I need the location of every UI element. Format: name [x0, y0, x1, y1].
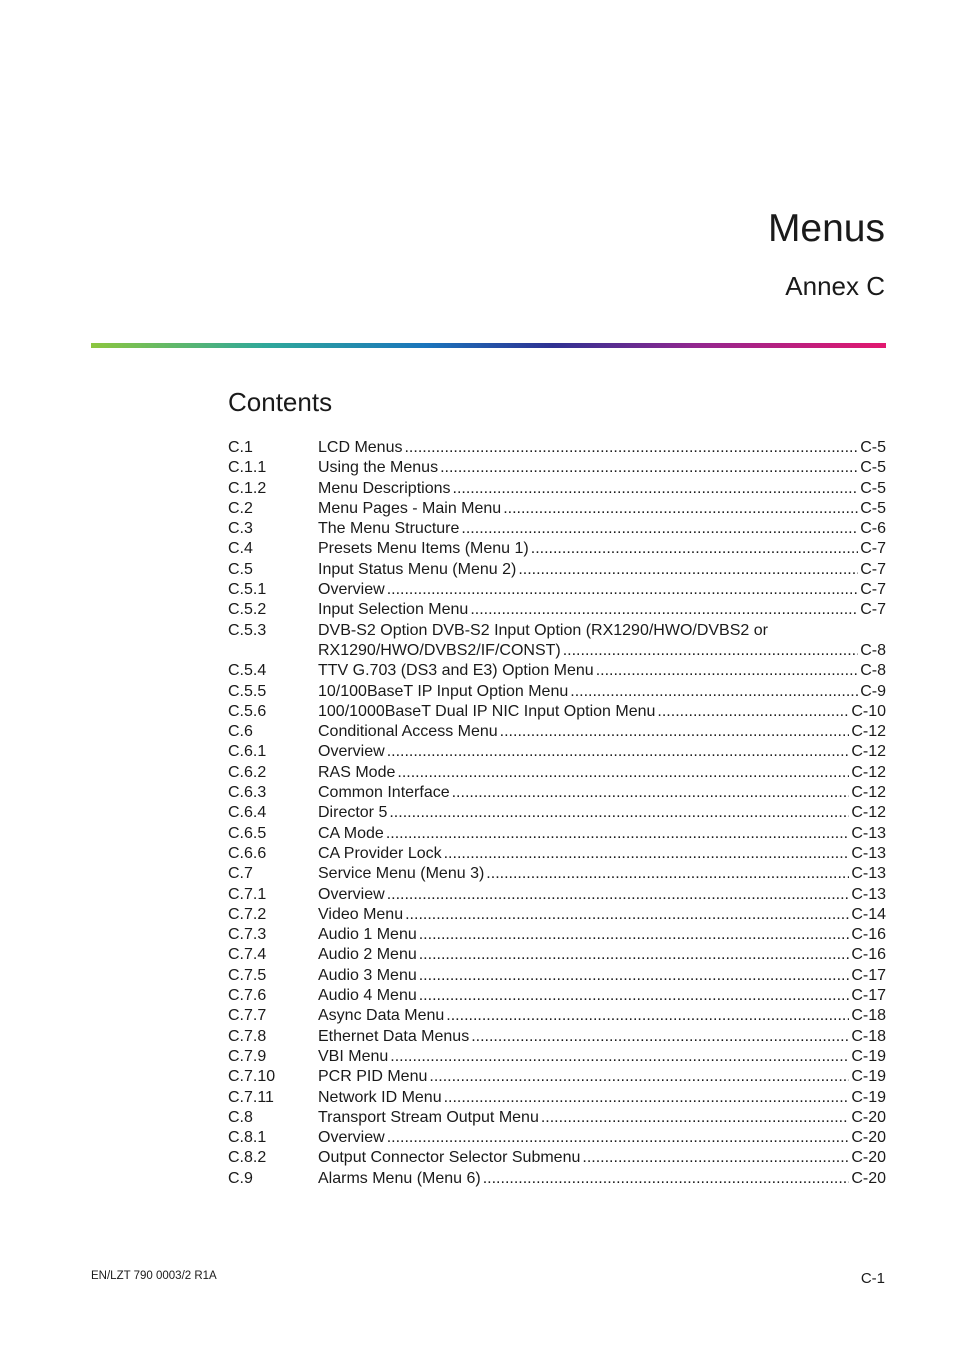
toc-entry-number: C.7.5 [228, 966, 267, 984]
toc-entry-title: Overview [318, 1129, 385, 1147]
dot-leader [452, 783, 850, 803]
toc-entry-number: C.7.6 [228, 987, 267, 1005]
toc-entry-page: C-12 [851, 784, 886, 802]
toc-entry[interactable] [228, 1047, 886, 1067]
dot-leader [387, 1128, 850, 1148]
toc-entry-number: C.7.10 [228, 1068, 276, 1086]
toc-entry-page: C-8 [860, 662, 886, 680]
toc-entry[interactable] [228, 1006, 886, 1026]
toc-entry-title: RX1290/HWO/DVBS2/IF/CONST) [318, 641, 561, 659]
toc-entry-number: C.7.11 [228, 1088, 274, 1106]
toc-entry-number: C.7 [228, 865, 253, 883]
toc-entry-page: C-17 [851, 966, 886, 984]
dot-leader [404, 438, 858, 458]
toc-entry-page: C-7 [860, 581, 886, 599]
dot-leader [387, 580, 859, 600]
toc-entry-title: Common Interface [318, 784, 450, 802]
contents-heading: Contents [228, 387, 333, 417]
toc-entry[interactable] [228, 763, 886, 783]
toc-entry[interactable] [228, 499, 886, 519]
toc-entry-page: C-7 [860, 540, 886, 558]
toc-entry[interactable] [228, 580, 886, 600]
toc-entry[interactable] [228, 1067, 886, 1087]
toc-entry-page: C-18 [851, 1007, 886, 1025]
toc-entry-title: Using the Menus [318, 459, 439, 477]
toc-entry-title: Menu Descriptions [318, 479, 451, 497]
toc-entry-page: C-6 [860, 520, 886, 538]
toc-entry[interactable] [228, 722, 886, 742]
toc-entry[interactable] [228, 905, 886, 925]
toc-entry-number: C.5.4 [228, 662, 267, 680]
toc-entry[interactable] [228, 844, 886, 864]
toc-entry[interactable] [228, 1148, 886, 1168]
toc-entry[interactable] [228, 925, 886, 945]
toc-entry[interactable] [228, 600, 886, 620]
toc-entry-number: C.8.2 [228, 1149, 267, 1167]
toc-entry-number: C.6.1 [228, 743, 267, 761]
toc-entry-page: C-13 [851, 844, 886, 862]
toc-entry-page: C-13 [851, 865, 886, 883]
toc-entry-number: C.2 [228, 499, 253, 517]
dot-leader [486, 864, 849, 884]
toc-entry-title: LCD Menus [318, 439, 403, 456]
dot-leader [386, 824, 850, 844]
toc-entry-title: Director 5 [318, 804, 388, 822]
toc-entry-page: C-20 [851, 1169, 886, 1187]
toc-entry-title: Video Menu [318, 905, 404, 923]
dot-leader [570, 682, 858, 702]
toc-entry-page: C-5 [860, 439, 886, 456]
toc-entry-page: C-20 [851, 1149, 886, 1167]
toc-entry-number: C.6.5 [228, 824, 267, 842]
toc-entry[interactable] [228, 539, 886, 559]
toc-entry[interactable] [228, 986, 886, 1006]
toc-entry[interactable] [228, 458, 886, 478]
toc-entry[interactable] [228, 519, 886, 539]
toc-entry-page: C-10 [851, 702, 886, 720]
toc-entry-title: Input Status Menu (Menu 2) [318, 560, 517, 578]
toc-entry[interactable] [228, 560, 886, 580]
toc-entry-page: C-7 [860, 560, 886, 578]
toc-entry-title: Overview [318, 885, 385, 903]
toc-entry-page: C-17 [851, 987, 886, 1005]
dot-leader [471, 1027, 849, 1047]
dot-leader [503, 499, 858, 519]
toc-entry-page: C-5 [860, 479, 886, 497]
toc-entry[interactable] [228, 702, 886, 722]
toc-entry-page: C-19 [851, 1047, 886, 1065]
toc-entry[interactable] [228, 1169, 886, 1189]
toc-entry[interactable] [228, 803, 886, 823]
dot-leader [387, 885, 850, 905]
dot-leader [390, 1047, 849, 1067]
dot-leader [657, 702, 849, 722]
toc-entry-title: Transport Stream Output Menu [318, 1108, 539, 1126]
dot-leader [541, 1108, 849, 1128]
toc-entry-title: Async Data Menu [318, 1007, 445, 1025]
toc-entry-number: C.7.1 [228, 885, 267, 903]
toc-entry-title: 10/100BaseT IP Input Option Menu [318, 682, 569, 700]
toc-entry-number: C.1.1 [228, 459, 267, 477]
dot-leader [446, 1006, 849, 1026]
toc-entry-number: C.6.4 [228, 804, 267, 822]
dot-leader [389, 803, 849, 823]
toc-entry-number: C.1.2 [228, 479, 267, 497]
toc-entry-page: C-5 [860, 459, 886, 477]
toc-entry-title: VBI Menu [318, 1047, 389, 1065]
toc-entry-title: Alarms Menu (Menu 6) [318, 1169, 481, 1187]
toc-entry-page: C-12 [851, 743, 886, 761]
toc-entry-title: Overview [318, 581, 385, 599]
dot-leader [483, 1169, 850, 1189]
toc-entry[interactable] [228, 966, 886, 986]
toc-entry-number: C.7.7 [228, 1007, 267, 1025]
toc-entry-page: C-5 [860, 499, 886, 517]
page-title: Menus [767, 207, 885, 250]
toc-entry-number: C.1 [228, 439, 253, 456]
toc-entry-title: DVB-S2 Option DVB-S2 Input Option (RX1290/HWO/DVBS2 or [318, 621, 768, 639]
toc-entry-page: C-20 [851, 1108, 886, 1126]
toc-entry-title: Ethernet Data Menus [318, 1027, 470, 1045]
toc-entry-number: C.7.9 [228, 1047, 267, 1065]
toc-entry-page: C-18 [851, 1027, 886, 1045]
toc-entry-page: C-19 [851, 1068, 886, 1086]
toc-entry[interactable] [228, 824, 886, 844]
toc-entry[interactable] [228, 783, 886, 803]
toc-entry-title: The Menu Structure [318, 520, 460, 538]
toc-entry-title: RAS Mode [318, 763, 396, 781]
toc-entry-page: C-12 [851, 804, 886, 822]
toc-entry-page: C-16 [851, 946, 886, 964]
toc-entry-title: TTV G.703 (DS3 and E3) Option Menu [318, 662, 594, 680]
toc-entry-number: C.6.3 [228, 784, 267, 802]
dot-leader [440, 458, 858, 478]
toc-entry[interactable] [228, 742, 886, 762]
toc-entry-title: Audio 4 Menu [318, 987, 417, 1005]
toc-entry-page: C-12 [851, 763, 886, 781]
toc-entry-title: CA Mode [318, 824, 384, 842]
toc-entry-page: C-12 [851, 723, 886, 741]
toc-entry-number: C.7.4 [228, 946, 267, 964]
dot-leader [397, 763, 849, 783]
toc-entry-number: C.8.1 [228, 1129, 267, 1147]
toc-entry-title: Audio 3 Menu [318, 966, 417, 984]
toc-entry[interactable] [228, 1108, 886, 1128]
dot-leader [429, 1067, 849, 1087]
toc-entry-number: C.5.1 [228, 581, 267, 599]
toc-entry-number: C.6.6 [228, 844, 267, 862]
toc-entry-page: C-7 [860, 601, 886, 619]
toc-entry[interactable] [228, 945, 886, 965]
dot-leader [419, 966, 850, 986]
dot-leader [405, 905, 849, 925]
dot-leader [444, 1088, 850, 1108]
annex-label: Annex C [785, 271, 885, 301]
table-of-contents [228, 438, 886, 1189]
dot-leader [582, 1148, 849, 1168]
toc-entry-number: C.5 [228, 560, 253, 578]
toc-entry-number: C.7.2 [228, 905, 267, 923]
toc-entry-number: C.8 [228, 1108, 253, 1126]
toc-entry-page: C-13 [851, 824, 886, 842]
toc-entry-number: C.9 [228, 1169, 253, 1187]
toc-entry-page: C-16 [851, 926, 886, 944]
toc-entry[interactable] [228, 438, 886, 458]
toc-entry-title: Audio 1 Menu [318, 926, 417, 944]
toc-entry-title: Presets Menu Items (Menu 1) [318, 540, 529, 558]
toc-entry[interactable] [228, 682, 886, 702]
toc-entry-page: C-14 [851, 905, 886, 923]
toc-entry-title: Network ID Menu [318, 1088, 442, 1106]
toc-entry-number: C.6.2 [228, 763, 267, 781]
gradient-divider [91, 343, 886, 348]
toc-entry-number: C.4 [228, 540, 253, 558]
dot-leader [453, 479, 859, 499]
toc-entry-number: C.5.6 [228, 702, 267, 720]
page-number: C-1 [860, 1270, 885, 1287]
dot-leader [419, 945, 850, 965]
dot-leader [419, 986, 850, 1006]
dot-leader [518, 560, 858, 580]
toc-entry[interactable] [228, 661, 886, 681]
dot-leader [419, 925, 850, 945]
toc-entry-title: Input Selection Menu [318, 601, 469, 619]
dot-leader [444, 844, 850, 864]
dot-leader [500, 722, 850, 742]
dot-leader [470, 600, 858, 620]
toc-entry[interactable] [228, 621, 886, 662]
toc-entry-title: Overview [318, 743, 385, 761]
toc-entry-title: 100/1000BaseT Dual IP NIC Input Option Menu [318, 702, 656, 720]
toc-entry[interactable] [228, 479, 886, 499]
toc-entry[interactable] [228, 1027, 886, 1047]
toc-entry-page: C-8 [860, 641, 886, 659]
toc-entry[interactable] [228, 1128, 886, 1148]
toc-entry-page: C-19 [851, 1088, 886, 1106]
toc-entry-number: C.5.3 [228, 621, 267, 639]
toc-entry-title: Audio 2 Menu [318, 946, 417, 964]
toc-entry-title: Conditional Access Menu [318, 723, 498, 741]
toc-entry-title: Output Connector Selector Submenu [318, 1149, 581, 1167]
toc-entry-title: Menu Pages - Main Menu [318, 499, 502, 517]
toc-entry[interactable] [228, 864, 886, 884]
document-id: EN/LZT 790 0003/2 R1A [91, 1270, 217, 1282]
toc-entry-title: Service Menu (Menu 3) [318, 865, 485, 883]
toc-entry-number: C.5.2 [228, 601, 267, 619]
toc-entry[interactable] [228, 1088, 886, 1108]
toc-entry-number: C.7.3 [228, 926, 267, 944]
dot-leader [461, 519, 858, 539]
dot-leader [387, 742, 850, 762]
toc-entry-number: C.5.5 [228, 682, 267, 700]
toc-entry-title: PCR PID Menu [318, 1068, 428, 1086]
dot-leader [596, 661, 859, 681]
dot-leader [563, 641, 859, 661]
toc-entry-page: C-13 [851, 885, 886, 903]
toc-entry-page: C-9 [860, 682, 886, 700]
toc-entry[interactable] [228, 885, 886, 905]
toc-entry-title: CA Provider Lock [318, 844, 442, 862]
toc-entry-number: C.6 [228, 723, 253, 741]
dot-leader [531, 539, 858, 559]
toc-entry-number: C.3 [228, 520, 253, 538]
toc-entry-page: C-20 [851, 1129, 886, 1147]
toc-entry-number: C.7.8 [228, 1027, 267, 1045]
